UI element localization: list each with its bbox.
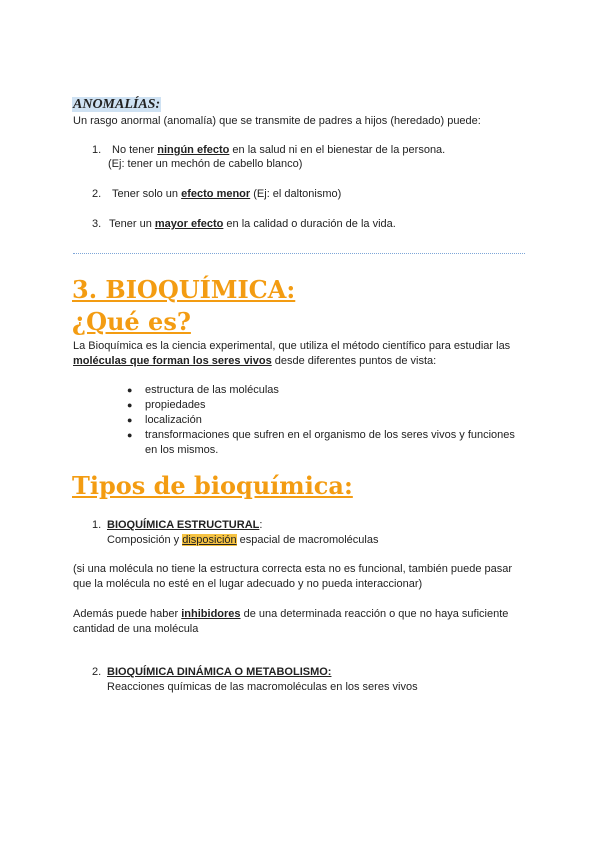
item-number: 1. (92, 144, 102, 156)
bioquimica-para-line1: La Bioquímica es la ciencia experimental, que utiliza el método científico para estudiar las (73, 340, 511, 352)
list-item: ● estructura de las moléculas (127, 383, 527, 398)
item-text-bold: mayor efecto (154, 218, 224, 230)
item-number: 3. (92, 218, 102, 230)
tipos-item-1 (92, 518, 262, 533)
note2-post: de una determinada reacción o que no haya suficiente (240, 608, 509, 620)
item-text-post: (Ej: el daltonismo) (250, 188, 342, 200)
note2-bold: inhibidores (181, 608, 241, 620)
que-es-title: ¿Qué es? (72, 307, 191, 336)
tipos-item-2-desc: Reacciones químicas de las macromoléculas en los seres vivos (107, 681, 418, 693)
item-text-bold: ningún efecto (157, 144, 230, 156)
item-number: 2. (92, 666, 102, 678)
item-label: BIOQUÍMICA DINÁMICA O METABOLISMO: (107, 666, 332, 678)
item-text-pre: Tener solo un (112, 188, 182, 200)
note2-pre: Además puede haber (73, 608, 182, 620)
note2-line2: cantidad de una molécula (73, 623, 199, 635)
note1-line2: que la molécula no esté en el lugar adecuado y no pueda interaccionar) (73, 578, 423, 590)
tipos-item-2 (92, 665, 331, 680)
list-item: ● propiedades (127, 398, 527, 413)
list-item: ● transformaciones que sufren en el organismo de los seres vivos y funciones (127, 428, 527, 443)
anomalias-item-2 (92, 187, 341, 202)
tipos-title: Tipos de bioquímica: (72, 471, 353, 500)
desc-highlight: disposición (182, 534, 237, 546)
anomalias-intro: Un rasgo anormal (anomalía) que se transmite de padres a hijos (heredado) puede: (73, 115, 481, 127)
desc-post: espacial de macromoléculas (236, 534, 379, 546)
item-label: BIOQUÍMICA ESTRUCTURAL (107, 519, 260, 531)
bioquimica-para-line2 (73, 354, 436, 369)
item-text-bold: efecto menor (181, 188, 251, 200)
list-item: ● localización (127, 413, 527, 428)
tipos-item-1-desc (107, 533, 378, 548)
bioquimica-bullet-list (127, 383, 527, 443)
anomalias-item-1-sub: (Ej: tener un mechón de cabello blanco) (108, 158, 303, 170)
anomalias-item-3 (92, 217, 396, 232)
para-bold: moléculas que forman los seres vivos (73, 355, 272, 367)
item-text-pre: No tener (112, 144, 158, 156)
dotted-separator (73, 253, 525, 254)
para-tail: desde diferentes puntos de vista: (271, 355, 437, 367)
bullet-continuation: en los mismos. (145, 444, 219, 456)
item-number: 1. (92, 519, 102, 531)
note2-line1 (73, 607, 508, 622)
item-number: 2. (92, 188, 102, 200)
anomalias-heading: ANOMALÍAS: (73, 97, 161, 112)
item-text-post: en la calidad o duración de la vida. (223, 218, 396, 230)
anomalias-heading-wrap (72, 95, 161, 113)
item-colon: : (259, 519, 263, 531)
desc-pre: Composición y (107, 534, 183, 546)
anomalias-item-1 (92, 143, 445, 158)
bioquimica-title: 3. BIOQUÍMICA: (72, 275, 296, 304)
item-text-pre: Tener un (109, 218, 155, 230)
item-text-post: en la salud ni en el bienestar de la persona. (229, 144, 446, 156)
note1-line1: (si una molécula no tiene la estructura correcta esta no es funcional, también puede pasar (73, 563, 513, 575)
